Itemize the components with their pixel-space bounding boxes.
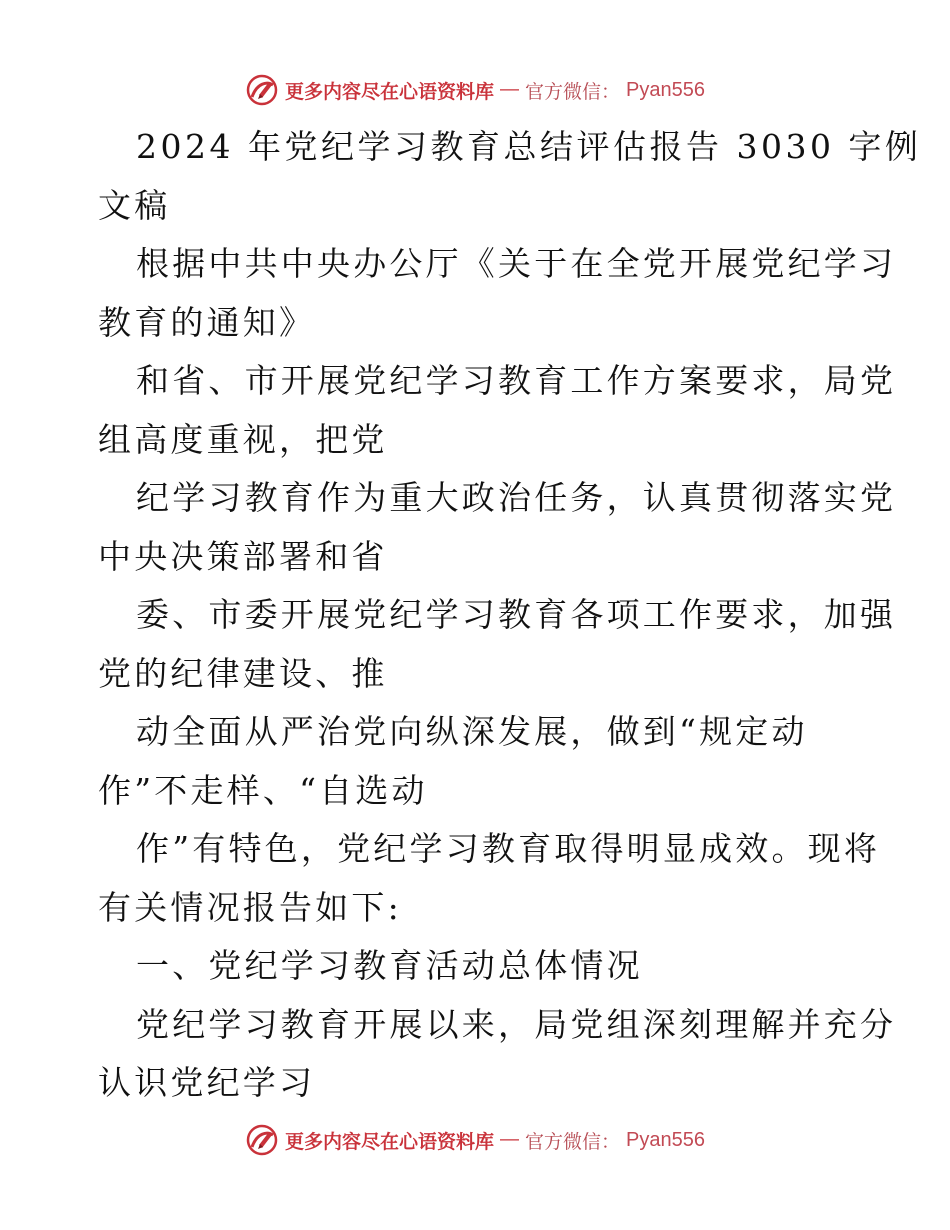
paragraph-line: 中央决策部署和省: [98, 536, 388, 576]
watermark-wechat-id: Pyan556: [626, 78, 705, 101]
paragraph-line: 根据中共中央办公厅《关于在全党开展党纪学习: [136, 244, 897, 283]
paragraph-line: 动全面从严治党向纵深发展，做到“规定动: [136, 712, 808, 751]
section-heading: 一、党纪学习教育活动总体情况: [136, 946, 643, 985]
footer-watermark: [0, 1120, 950, 1160]
watermark-dash: —: [500, 1129, 520, 1150]
watermark-text: 更多内容尽在心语资料库: [285, 80, 495, 103]
watermark-text: 更多内容尽在心语资料库: [285, 1130, 495, 1153]
paragraph-line: 有关情况报告如下:: [98, 887, 402, 927]
pen-logo-icon: [245, 73, 279, 107]
document-title-line-2: 文稿: [98, 185, 171, 225]
paragraph-line: 教育的通知》: [98, 302, 316, 342]
watermark-dash: —: [500, 79, 520, 100]
paragraph-line: 党纪学习教育开展以来，局党组深刻理解并充分: [136, 1004, 897, 1044]
paragraph-line: 认识党纪学习: [98, 1063, 316, 1102]
document-title-line-1: 2024 年党纪学习教育总结评估报告 3030 字例: [136, 127, 922, 166]
pen-logo-icon: [245, 1123, 279, 1157]
watermark-wechat-label: 官方微信：: [525, 80, 621, 103]
watermark-wechat-id: Pyan556: [626, 1128, 705, 1151]
paragraph-line: 作”不走样、“自选动: [98, 770, 428, 810]
paragraph-line: 委、市委开展党纪学习教育各项工作要求，加强: [136, 595, 897, 634]
paragraph-line: 党的纪律建设、推: [98, 653, 388, 693]
header-watermark: [0, 70, 950, 110]
paragraph-line: 和省、市开展党纪学习教育工作方案要求，局党: [136, 361, 897, 400]
watermark-wechat-label: 官方微信：: [525, 1130, 621, 1153]
paragraph-line: 作”有特色，党纪学习教育取得明显成效。现将: [136, 829, 881, 868]
document-body: [98, 118, 922, 1113]
paragraph-line: 组高度重视，把党: [98, 419, 388, 459]
paragraph-line: 纪学习教育作为重大政治任务，认真贯彻落实党: [136, 478, 897, 517]
